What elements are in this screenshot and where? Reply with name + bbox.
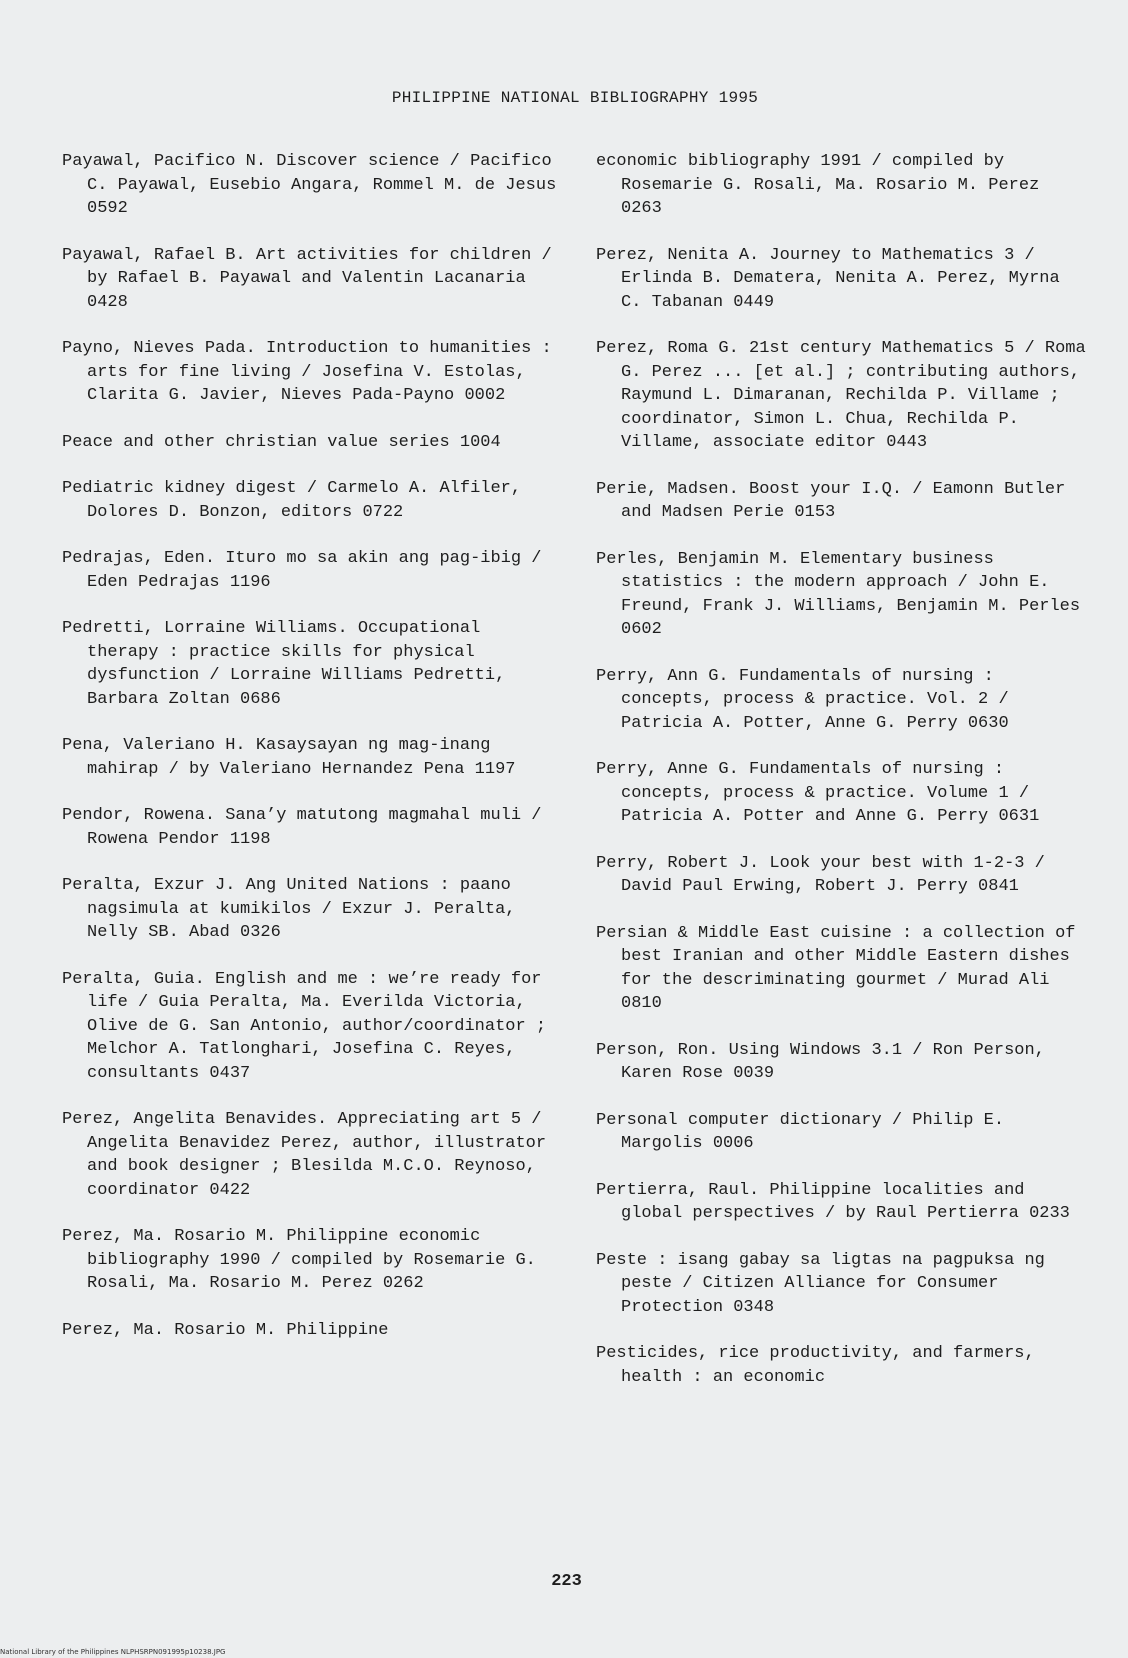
bibliography-entry: Persian & Middle East cuisine : a collection of best Iranian and other Middle Eastern dishes for the descriminating gourmet / Murad Ali 0810 (596, 923, 1086, 1013)
bibliography-entry: Perez, Ma. Rosario M. Philippine economic bibliography 1990 / compiled by Rosemarie G. Rosali, Ma. Rosario M. Perez 0262 (62, 1227, 547, 1293)
bibliography-entry: Peralta, Guia. English and me : we’re ready for life / Guia Peralta, Ma. Everilda Victoria, Olive de G. San Antonio, author/coordinator ; Melchor A. Tatlonghari, Josefina C. Reyes, consultants 0437 (62, 969, 557, 1083)
bibliography-entry: Perez, Angelita Benavides. Appreciating art 5 / Angelita Benavidez Perez, author, illustrator and book designer ; Blesilda M.C.O. Reynoso, coordinator 0422 (62, 1110, 557, 1200)
bibliography-entry: Pedrajas, Eden. Ituro mo sa akin ang pag-ibig / Eden Pedrajas 1196 (62, 549, 552, 592)
bibliography-entry: Pendor, Rowena. Sana’y matutong magmahal muli / Rowena Pendor 1198 (62, 806, 552, 849)
bibliography-entry: Pedretti, Lorraine Williams. Occupational therapy : practice skills for physical dysfunction / Lorraine Williams Pedretti, Barbara Zoltan 0686 (62, 619, 516, 709)
right-column (596, 150, 1096, 1412)
bibliography-entry: Perry, Anne G. Fundamentals of nursing : concepts, process & practice. Volume 1 / Patricia A. Potter and Anne G. Perry 0631 (596, 760, 1040, 826)
bibliography-entry: Perry, Robert J. Look your best with 1-2-3 / David Paul Erwing, Robert J. Perry 0841 (596, 853, 1056, 896)
bibliography-entry: Perie, Madsen. Boost your I.Q. / Eamonn Butler and Madsen Perie 0153 (596, 479, 1076, 522)
bibliography-entry-continued: economic bibliography 1991 / compiled by Rosemarie G. Rosali, Ma. Rosario M. Perez 0263 (596, 152, 1050, 218)
bibliography-entry: Pena, Valeriano H. Kasaysayan ng mag-inang mahirap / by Valeriano Hernandez Pena 1197 (62, 736, 516, 779)
page-number: 223 (551, 1572, 582, 1591)
bibliography-entry: Perles, Benjamin M. Elementary business statistics : the modern approach / John E. Freund, Frank J. Williams, Benjamin M. Perles 0602 (596, 549, 1091, 639)
bibliography-entry: Personal computer dictionary / Philip E. Margolis 0006 (596, 1110, 1015, 1153)
bibliography-entry: Pediatric kidney digest / Carmelo A. Alfiler, Dolores D. Bonzon, editors 0722 (62, 479, 532, 522)
bibliography-entry: Peste : isang gabay sa ligtas na pagpuksa ng peste / Citizen Alliance for Consumer Protection 0348 (596, 1250, 1056, 1317)
bibliography-entry: Perez, Ma. Rosario M. Philippine (62, 1320, 389, 1340)
bibliography-entry: Payawal, Rafael B. Art activities for children / by Rafael B. Payawal and Valentin Lacanaria 0428 (62, 245, 562, 312)
page-title: PHILIPPINE NATIONAL BIBLIOGRAPHY 1995 (391, 89, 759, 107)
bibliography-entry: Payawal, Pacifico N. Discover science / Pacifico C. Payawal, Eusebio Angara, Rommel M. de Jesus 0592 (62, 152, 567, 218)
bibliography-entry: Pertierra, Raul. Philippine localities and global perspectives / by Raul Pertierra 0233 (596, 1180, 1070, 1223)
bibliography-entry: Perez, Roma G. 21st century Mathematics 5 / Roma G. Perez ... [et al.] ; contributing authors, Raymund L. Dimaranan, Rechilda P. Villame ; coordinator, Simon L. Chua, Rechilda P. Villame, associate editor 0443 (596, 339, 1096, 452)
bibliography-entry: Perry, Ann G. Fundamentals of nursing : concepts, process & practice. Vol. 2 / Patricia A. Potter, Anne G. Perry 0630 (596, 666, 1019, 733)
bibliography-entry: Person, Ron. Using Windows 3.1 / Ron Person, Karen Rose 0039 (596, 1040, 1056, 1083)
bibliography-entry: Peace and other christian value series 1004 (62, 432, 501, 452)
bibliography-entry: Perez, Nenita A. Journey to Mathematics 3 / Erlinda B. Dematera, Nenita A. Perez, Myrna C. Tabanan 0449 (596, 245, 1070, 312)
bibliography-entry: Payno, Nieves Pada. Introduction to humanities : arts for fine living / Josefina V. Estolas, Clarita G. Javier, Nieves Pada-Payno 0002 (62, 339, 562, 405)
bibliography-entry: Pesticides, rice productivity, and farmers, health : an economic (596, 1344, 1045, 1387)
left-column (62, 150, 567, 1365)
bibliography-entry: Peralta, Exzur J. Ang United Nations : paano nagsimula at kumikilos / Exzur J. Peralta, Nelly SB. Abad 0326 (62, 876, 526, 942)
scan-footer-note: National Library of the Philippines NLPHSRPN091995p10238.JPG (0, 1648, 226, 1656)
